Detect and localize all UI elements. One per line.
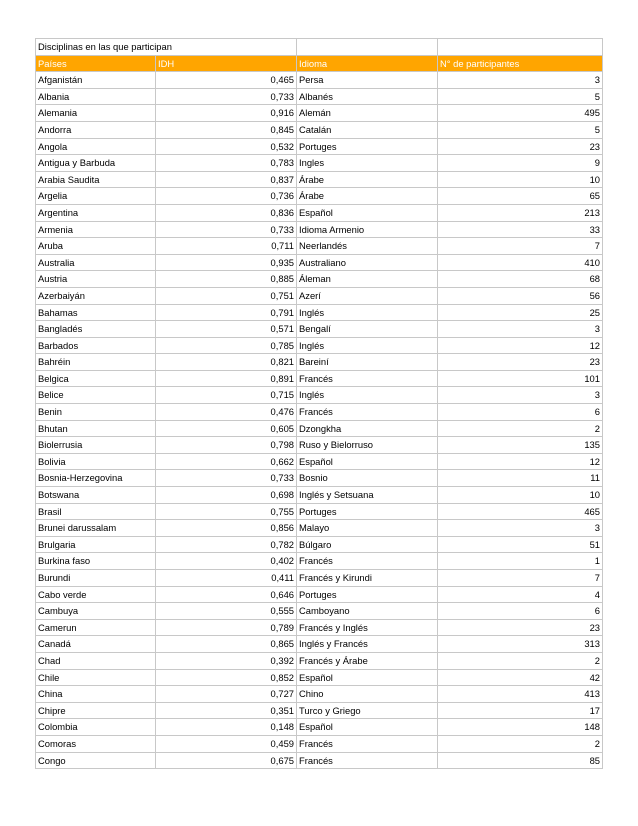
cell-idioma[interactable]: Australiano (297, 254, 438, 271)
cell-participantes[interactable]: 33 (438, 221, 603, 238)
cell-participantes[interactable]: 65 (438, 188, 603, 205)
cell-idh[interactable]: 0,476 (156, 404, 297, 421)
cell-participantes[interactable]: 85 (438, 752, 603, 769)
cell-pais[interactable]: Andorra (36, 121, 156, 138)
table-row (36, 536, 603, 553)
cell-participantes[interactable]: 3 (438, 520, 603, 537)
cell-idioma[interactable]: Alemán (297, 105, 438, 122)
cell-participantes[interactable]: 2 (438, 735, 603, 752)
cell-participantes[interactable]: 2 (438, 420, 603, 437)
cell-participantes[interactable]: 5 (438, 88, 603, 105)
cell-idh[interactable]: 0,782 (156, 536, 297, 553)
cell-idh[interactable]: 0,733 (156, 88, 297, 105)
cell-pais[interactable]: Chipre (36, 702, 156, 719)
cell-pais[interactable]: Chile (36, 669, 156, 686)
cell-idioma[interactable]: Portuges (297, 586, 438, 603)
cell-pais[interactable]: Australia (36, 254, 156, 271)
cell-idh[interactable]: 0,351 (156, 702, 297, 719)
cell-pais[interactable]: Antigua y Barbuda (36, 155, 156, 172)
cell-idh[interactable]: 0,791 (156, 304, 297, 321)
table-row (36, 238, 603, 255)
cell-idh[interactable]: 0,789 (156, 619, 297, 636)
cell-participantes[interactable]: 23 (438, 138, 603, 155)
cell-idioma[interactable]: Árabe (297, 171, 438, 188)
cell-idioma[interactable]: Español (297, 719, 438, 736)
cell-idioma[interactable]: Albanés (297, 88, 438, 105)
cell-idioma[interactable]: Francés (297, 553, 438, 570)
cell-participantes[interactable]: 7 (438, 570, 603, 587)
cell-pais[interactable]: Armenia (36, 221, 156, 238)
table-row (36, 321, 603, 338)
cell-idioma[interactable]: Inglés (297, 304, 438, 321)
cell-idh[interactable]: 0,465 (156, 72, 297, 89)
table-row (36, 155, 603, 172)
cell-participantes[interactable]: 413 (438, 686, 603, 703)
cell-idh[interactable]: 0,935 (156, 254, 297, 271)
table-row (36, 470, 603, 487)
table-row (36, 735, 603, 752)
cell-pais[interactable]: Canadá (36, 636, 156, 653)
cell-participantes[interactable]: 6 (438, 603, 603, 620)
cell-idioma[interactable]: Inglés (297, 387, 438, 404)
table-row (36, 686, 603, 703)
cell-idioma[interactable]: Francés (297, 370, 438, 387)
cell-pais[interactable]: Congo (36, 752, 156, 769)
cell-pais[interactable]: Burkina faso (36, 553, 156, 570)
cell-participantes[interactable]: 2 (438, 652, 603, 669)
cell-participantes[interactable]: 3 (438, 72, 603, 89)
table-row (36, 138, 603, 155)
header-participantes[interactable]: N° de participantes (438, 55, 603, 72)
table-row (36, 719, 603, 736)
table-row (36, 702, 603, 719)
cell-idh[interactable]: 0,148 (156, 719, 297, 736)
cell-idh[interactable]: 0,646 (156, 586, 297, 603)
cell-participantes[interactable]: 5 (438, 121, 603, 138)
cell-pais[interactable]: Comoras (36, 735, 156, 752)
cell-idh[interactable]: 0,821 (156, 354, 297, 371)
cell-pais[interactable]: Colombia (36, 719, 156, 736)
cell-idioma[interactable]: Áleman (297, 271, 438, 288)
cell-pais[interactable]: Alemania (36, 105, 156, 122)
cell-participantes[interactable]: 3 (438, 387, 603, 404)
cell-participantes[interactable]: 56 (438, 287, 603, 304)
table-row (36, 453, 603, 470)
cell-idh[interactable]: 0,837 (156, 171, 297, 188)
cell-pais[interactable]: Argentina (36, 204, 156, 221)
cell-idh[interactable]: 0,571 (156, 321, 297, 338)
cell-participantes[interactable]: 4 (438, 586, 603, 603)
cell-participantes[interactable]: 17 (438, 702, 603, 719)
table-row (36, 603, 603, 620)
table-row (36, 636, 603, 653)
table-row (36, 619, 603, 636)
cell-pais[interactable]: Brasil (36, 503, 156, 520)
table-row (36, 503, 603, 520)
table-row (36, 437, 603, 454)
cell-participantes[interactable]: 25 (438, 304, 603, 321)
table-row (36, 171, 603, 188)
cell-idh[interactable]: 0,785 (156, 337, 297, 354)
cell-idh[interactable]: 0,733 (156, 470, 297, 487)
header-pais[interactable]: Países (36, 55, 156, 72)
cell-idh[interactable]: 0,605 (156, 420, 297, 437)
cell-idh[interactable]: 0,698 (156, 487, 297, 504)
cell-idh[interactable]: 0,885 (156, 271, 297, 288)
cell-idioma[interactable]: Francés y Kirundi (297, 570, 438, 587)
cell-idh[interactable]: 0,733 (156, 221, 297, 238)
cell-idioma[interactable]: Ruso y Bielorruso (297, 437, 438, 454)
table-row (36, 487, 603, 504)
cell-idioma[interactable]: Portuges (297, 503, 438, 520)
cell-pais[interactable]: Austria (36, 271, 156, 288)
cell-pais[interactable]: Bahamas (36, 304, 156, 321)
cell-pais[interactable]: Afganistán (36, 72, 156, 89)
table-row (36, 520, 603, 537)
cell-idioma[interactable]: Azerí (297, 287, 438, 304)
cell-idh[interactable]: 0,411 (156, 570, 297, 587)
cell-participantes[interactable]: 68 (438, 271, 603, 288)
cell-idh[interactable]: 0,865 (156, 636, 297, 653)
cell-idioma[interactable]: Neerlandés (297, 238, 438, 255)
table-row (36, 652, 603, 669)
cell-idh[interactable]: 0,675 (156, 752, 297, 769)
cell-idh[interactable]: 0,856 (156, 520, 297, 537)
cell-participantes[interactable]: 495 (438, 105, 603, 122)
cell-idh[interactable]: 0,916 (156, 105, 297, 122)
cell-idh[interactable]: 0,845 (156, 121, 297, 138)
cell-pais[interactable]: Bhutan (36, 420, 156, 437)
empty-cell[interactable] (438, 39, 603, 56)
cell-idioma[interactable]: Malayo (297, 520, 438, 537)
cell-idioma[interactable]: Idioma Armenio (297, 221, 438, 238)
table-row (36, 88, 603, 105)
cell-idh[interactable]: 0,836 (156, 204, 297, 221)
cell-pais[interactable]: Angola (36, 138, 156, 155)
cell-pais[interactable]: Bangladés (36, 321, 156, 338)
cell-idh[interactable]: 0,711 (156, 238, 297, 255)
cell-pais[interactable]: Albania (36, 88, 156, 105)
cell-idioma[interactable]: Camboyano (297, 603, 438, 620)
cell-idioma[interactable]: Francés (297, 752, 438, 769)
cell-pais[interactable]: Belgica (36, 370, 156, 387)
cell-idioma[interactable]: Español (297, 453, 438, 470)
cell-idh[interactable]: 0,751 (156, 287, 297, 304)
cell-participantes[interactable]: 11 (438, 470, 603, 487)
cell-idh[interactable]: 0,532 (156, 138, 297, 155)
table-row (36, 553, 603, 570)
cell-idioma[interactable]: Francés (297, 404, 438, 421)
cell-idioma[interactable]: Catalán (297, 121, 438, 138)
cell-idioma[interactable]: Francés y Inglés (297, 619, 438, 636)
table-row (36, 221, 603, 238)
cell-idioma[interactable]: Francés (297, 735, 438, 752)
cell-idh[interactable]: 0,783 (156, 155, 297, 172)
cell-idh[interactable]: 0,891 (156, 370, 297, 387)
header-idh[interactable]: IDH (156, 55, 297, 72)
cell-idh[interactable]: 0,392 (156, 652, 297, 669)
cell-idioma[interactable]: Inglés y Setsuana (297, 487, 438, 504)
cell-participantes[interactable]: 313 (438, 636, 603, 653)
spreadsheet (35, 38, 602, 769)
table-row (36, 254, 603, 271)
table-row (36, 105, 603, 122)
header-idioma[interactable]: Idioma (297, 55, 438, 72)
cell-participantes[interactable]: 213 (438, 204, 603, 221)
cell-idioma[interactable]: Persa (297, 72, 438, 89)
cell-idioma[interactable]: Árabe (297, 188, 438, 205)
cell-idioma[interactable]: Inglés y Francés (297, 636, 438, 653)
table-row (36, 188, 603, 205)
cell-idh[interactable]: 0,459 (156, 735, 297, 752)
table-row (36, 752, 603, 769)
cell-pais[interactable]: China (36, 686, 156, 703)
cell-pais[interactable]: Bahréin (36, 354, 156, 371)
cell-idh[interactable]: 0,727 (156, 686, 297, 703)
table-row (36, 387, 603, 404)
cell-pais[interactable]: Cambuya (36, 603, 156, 620)
table-row (36, 354, 603, 371)
cell-pais[interactable]: Arabia Saudita (36, 171, 156, 188)
cell-idh[interactable]: 0,755 (156, 503, 297, 520)
cell-participantes[interactable]: 9 (438, 155, 603, 172)
cell-pais[interactable]: Barbados (36, 337, 156, 354)
cell-participantes[interactable]: 410 (438, 254, 603, 271)
table-row (36, 586, 603, 603)
cell-pais[interactable]: Chad (36, 652, 156, 669)
cell-idh[interactable]: 0,555 (156, 603, 297, 620)
cell-idioma[interactable]: Francés y Árabe (297, 652, 438, 669)
cell-idh[interactable]: 0,715 (156, 387, 297, 404)
cell-participantes[interactable]: 135 (438, 437, 603, 454)
cell-idioma[interactable]: Bengalí (297, 321, 438, 338)
cell-participantes[interactable]: 6 (438, 404, 603, 421)
cell-participantes[interactable]: 148 (438, 719, 603, 736)
table-row (36, 337, 603, 354)
header-row (36, 55, 603, 72)
cell-pais[interactable]: Brulgaria (36, 536, 156, 553)
cell-idioma[interactable]: Ingles (297, 155, 438, 172)
cell-idh[interactable]: 0,662 (156, 453, 297, 470)
cell-idioma[interactable]: Bareiní (297, 354, 438, 371)
participants-table (35, 38, 603, 769)
cell-pais[interactable]: Cabo verde (36, 586, 156, 603)
cell-idioma[interactable]: Chino (297, 686, 438, 703)
cell-idh[interactable]: 0,852 (156, 669, 297, 686)
cell-participantes[interactable]: 1 (438, 553, 603, 570)
cell-pais[interactable]: Argelia (36, 188, 156, 205)
cell-pais[interactable]: Aruba (36, 238, 156, 255)
table-row (36, 121, 603, 138)
cell-pais[interactable]: Bosnia-Herzegovina (36, 470, 156, 487)
cell-participantes[interactable]: 23 (438, 619, 603, 636)
cell-participantes[interactable]: 12 (438, 337, 603, 354)
cell-idioma[interactable]: Español (297, 204, 438, 221)
cell-idioma[interactable]: Portuges (297, 138, 438, 155)
cell-participantes[interactable]: 42 (438, 669, 603, 686)
table-row (36, 304, 603, 321)
table-row (36, 370, 603, 387)
table-row (36, 404, 603, 421)
cell-pais[interactable]: Burundi (36, 570, 156, 587)
cell-participantes[interactable]: 10 (438, 487, 603, 504)
cell-pais[interactable]: Biolerrusia (36, 437, 156, 454)
cell-pais[interactable]: Botswana (36, 487, 156, 504)
cell-participantes[interactable]: 12 (438, 453, 603, 470)
table-row (36, 204, 603, 221)
cell-participantes[interactable]: 23 (438, 354, 603, 371)
cell-participantes[interactable]: 7 (438, 238, 603, 255)
cell-idh[interactable]: 0,798 (156, 437, 297, 454)
table-row (36, 420, 603, 437)
cell-pais[interactable]: Bolivia (36, 453, 156, 470)
cell-idioma[interactable]: Inglés (297, 337, 438, 354)
cell-idioma[interactable]: Bosnio (297, 470, 438, 487)
cell-idh[interactable]: 0,736 (156, 188, 297, 205)
cell-pais[interactable]: Brunei darussalam (36, 520, 156, 537)
cell-pais[interactable]: Azerbaiyán (36, 287, 156, 304)
table-row (36, 287, 603, 304)
table-row (36, 669, 603, 686)
table-row (36, 271, 603, 288)
cell-idioma[interactable]: Dzongkha (297, 420, 438, 437)
cell-participantes[interactable]: 101 (438, 370, 603, 387)
cell-idioma[interactable]: Español (297, 669, 438, 686)
cell-idioma[interactable]: Búlgaro (297, 536, 438, 553)
title-row (36, 39, 603, 56)
cell-pais[interactable]: Benin (36, 404, 156, 421)
cell-idioma[interactable]: Turco y Griego (297, 702, 438, 719)
table-row (36, 72, 603, 89)
table-row (36, 570, 603, 587)
cell-pais[interactable]: Belice (36, 387, 156, 404)
sheet-title[interactable]: Disciplinas en las que participan (36, 39, 297, 56)
cell-participantes[interactable]: 51 (438, 536, 603, 553)
cell-participantes[interactable]: 3 (438, 321, 603, 338)
cell-pais[interactable]: Camerun (36, 619, 156, 636)
cell-participantes[interactable]: 465 (438, 503, 603, 520)
empty-cell[interactable] (297, 39, 438, 56)
cell-participantes[interactable]: 10 (438, 171, 603, 188)
cell-idh[interactable]: 0,402 (156, 553, 297, 570)
